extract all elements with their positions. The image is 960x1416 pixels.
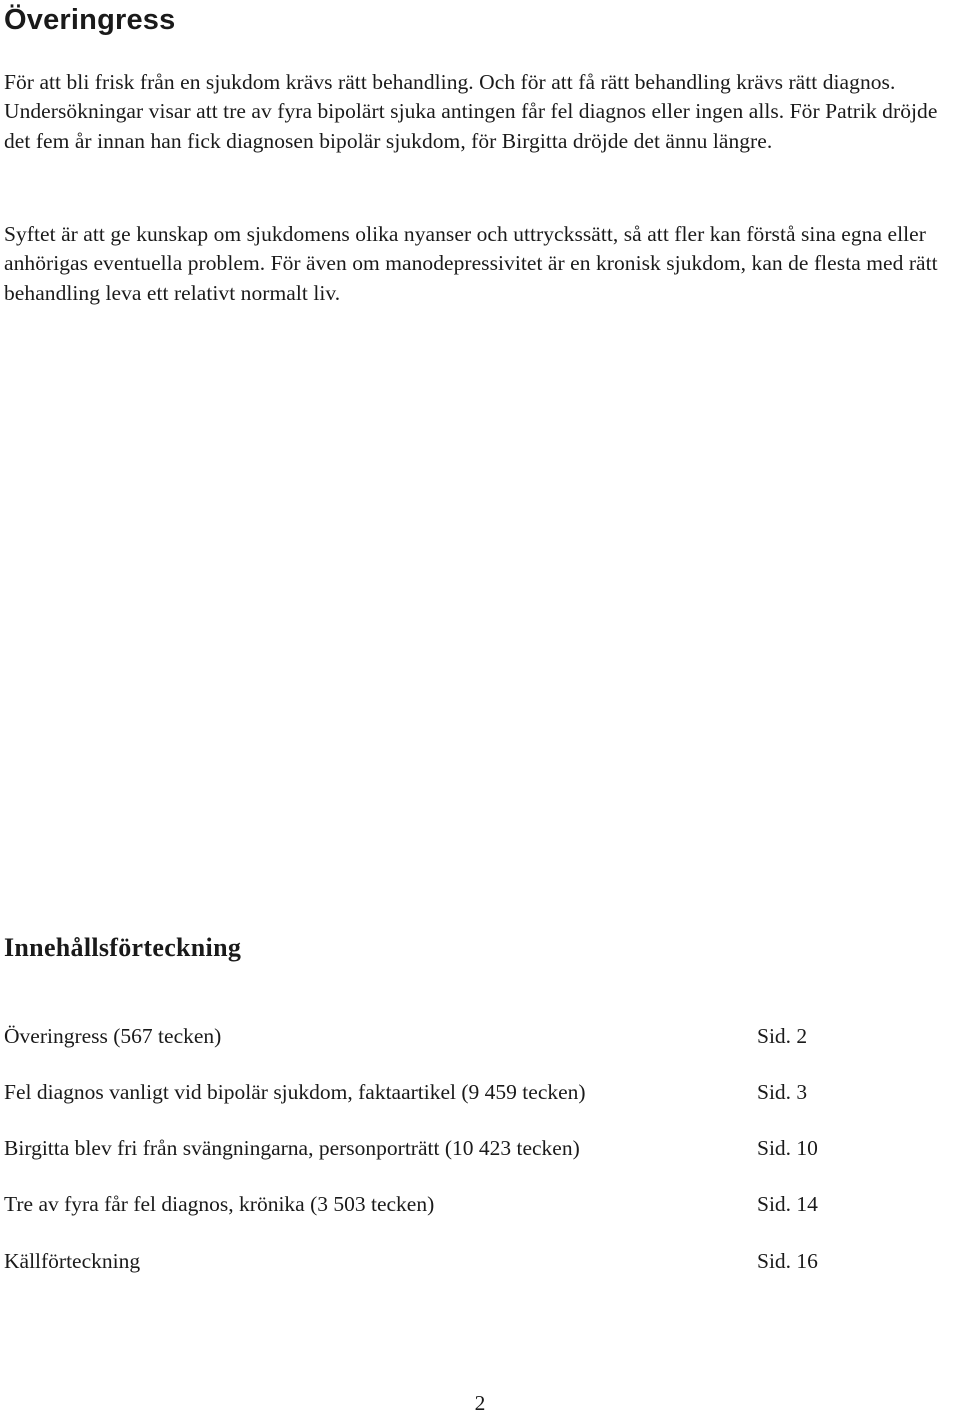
toc-entry-page: Sid. 16 [757, 1249, 818, 1273]
toc-entry [4, 1246, 904, 1276]
page-title: Överingress [4, 4, 176, 36]
toc-entry [4, 1021, 904, 1051]
toc-entry-title: Källförteckning [4, 1249, 141, 1273]
toc-entry [4, 1133, 904, 1163]
intro-paragraph: För att bli frisk från en sjukdom krävs rätt behandling. Och för att få rätt behandling krävs rätt diagnos. Undersökningar visar att tre av fyra bipolärt sjuka antingen får fel diagnos eller ingen alls. För Patrik dröjde det fem år innan han fick diagnosen bipolär sjukdom, för Birgitta dröjde det ännu längre. [4, 70, 938, 153]
toc-entry-page: Sid. 10 [757, 1136, 818, 1160]
purpose-paragraph: Syftet är att ge kunskap om sjukdomens olika nyanser och uttryckssätt, så att fler kan förstå sina egna eller anhörigas eventuella problem. För även om manodepressivitet är en kronisk sjukdom, kan de flesta med rätt behandling leva ett relativt normalt liv. [4, 222, 938, 305]
page-number: 2 [474, 1391, 486, 1415]
toc-entry-title: Fel diagnos vanligt vid bipolär sjukdom, faktaartikel (9 459 tecken) [4, 1080, 586, 1104]
toc-entry-page: Sid. 2 [757, 1024, 808, 1048]
toc-entry-title: Tre av fyra får fel diagnos, krönika (3 503 tecken) [4, 1192, 435, 1216]
toc-entry-title: Överingress (567 tecken) [4, 1024, 222, 1048]
toc-heading: Innehållsförteckning [4, 933, 242, 962]
toc-entry-title: Birgitta blev fri från svängningarna, personporträtt (10 423 tecken) [4, 1136, 580, 1160]
toc-entry-page: Sid. 3 [757, 1080, 808, 1104]
toc-entry [4, 1189, 904, 1219]
toc-entry-page: Sid. 14 [757, 1192, 818, 1216]
toc-entry [4, 1077, 904, 1107]
